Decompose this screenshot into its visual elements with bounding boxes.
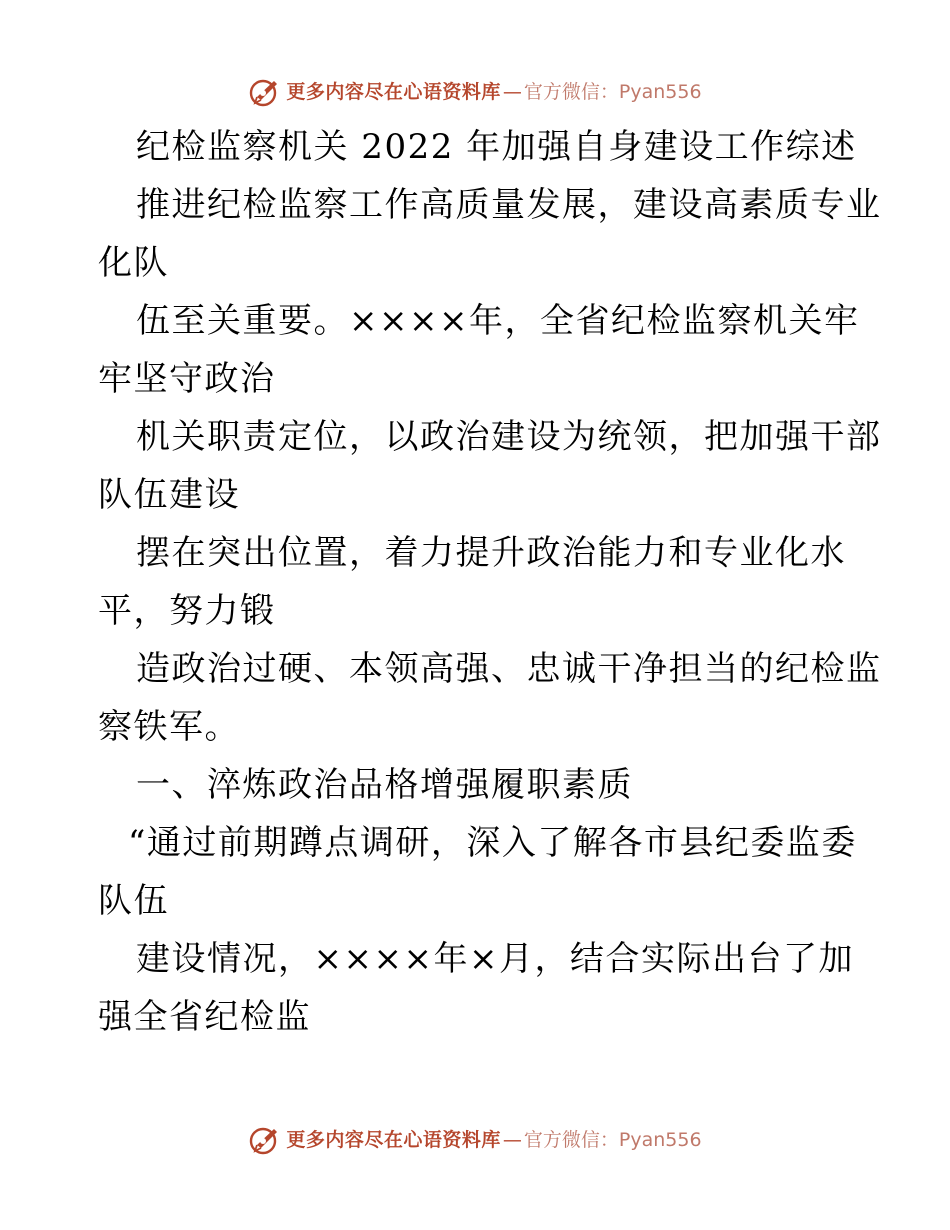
paragraph-line: 队伍	[98, 881, 169, 921]
paragraph-line: 牢坚守政治	[98, 359, 276, 399]
quill-pen-circle-icon	[248, 75, 282, 109]
paragraph-line: 察铁军。	[98, 707, 240, 747]
paragraph-line: 造政治过硬、本领高强、忠诚干净担当的纪检监	[136, 649, 882, 689]
watermark-contact: 官方微信：Pyan556	[523, 1128, 702, 1151]
paragraph-line: 强全省纪检监	[98, 997, 311, 1037]
paragraph-line: 建设情况，××××年×月，结合实际出台了加	[136, 939, 854, 979]
paragraph-line: “通过前期蹲点调研，深入了解各市县纪委监委	[128, 823, 857, 863]
quill-pen-circle-icon	[248, 1123, 282, 1157]
paragraph-line: 化队	[98, 243, 169, 283]
paragraph-line: 平，努力锻	[98, 591, 276, 631]
paragraph-line: 推进纪检监察工作高质量发展，建设高素质专业	[136, 185, 882, 225]
watermark-separator: —	[502, 1128, 522, 1151]
watermark-text: 更多内容尽在心语资料库	[286, 1128, 501, 1151]
paragraph-line: 伍至关重要。××××年，全省纪检监察机关牢	[136, 301, 860, 341]
paragraph-line: 队伍建设	[98, 475, 240, 515]
watermark-separator: —	[502, 80, 522, 103]
footer-watermark	[0, 1120, 950, 1160]
paragraph-line: 摆在突出位置，着力提升政治能力和专业化水	[136, 533, 846, 573]
document-body	[98, 118, 882, 1046]
section-heading: 一、淬炼政治品格增强履职素质	[136, 765, 633, 805]
document-title: 纪检监察机关 2022 年加强自身建设工作综述	[136, 127, 857, 167]
paragraph-line: 机关职责定位，以政治建设为统领，把加强干部	[136, 417, 882, 457]
watermark-contact: 官方微信：Pyan556	[523, 80, 702, 103]
watermark-text: 更多内容尽在心语资料库	[286, 80, 501, 103]
header-watermark	[0, 72, 950, 112]
